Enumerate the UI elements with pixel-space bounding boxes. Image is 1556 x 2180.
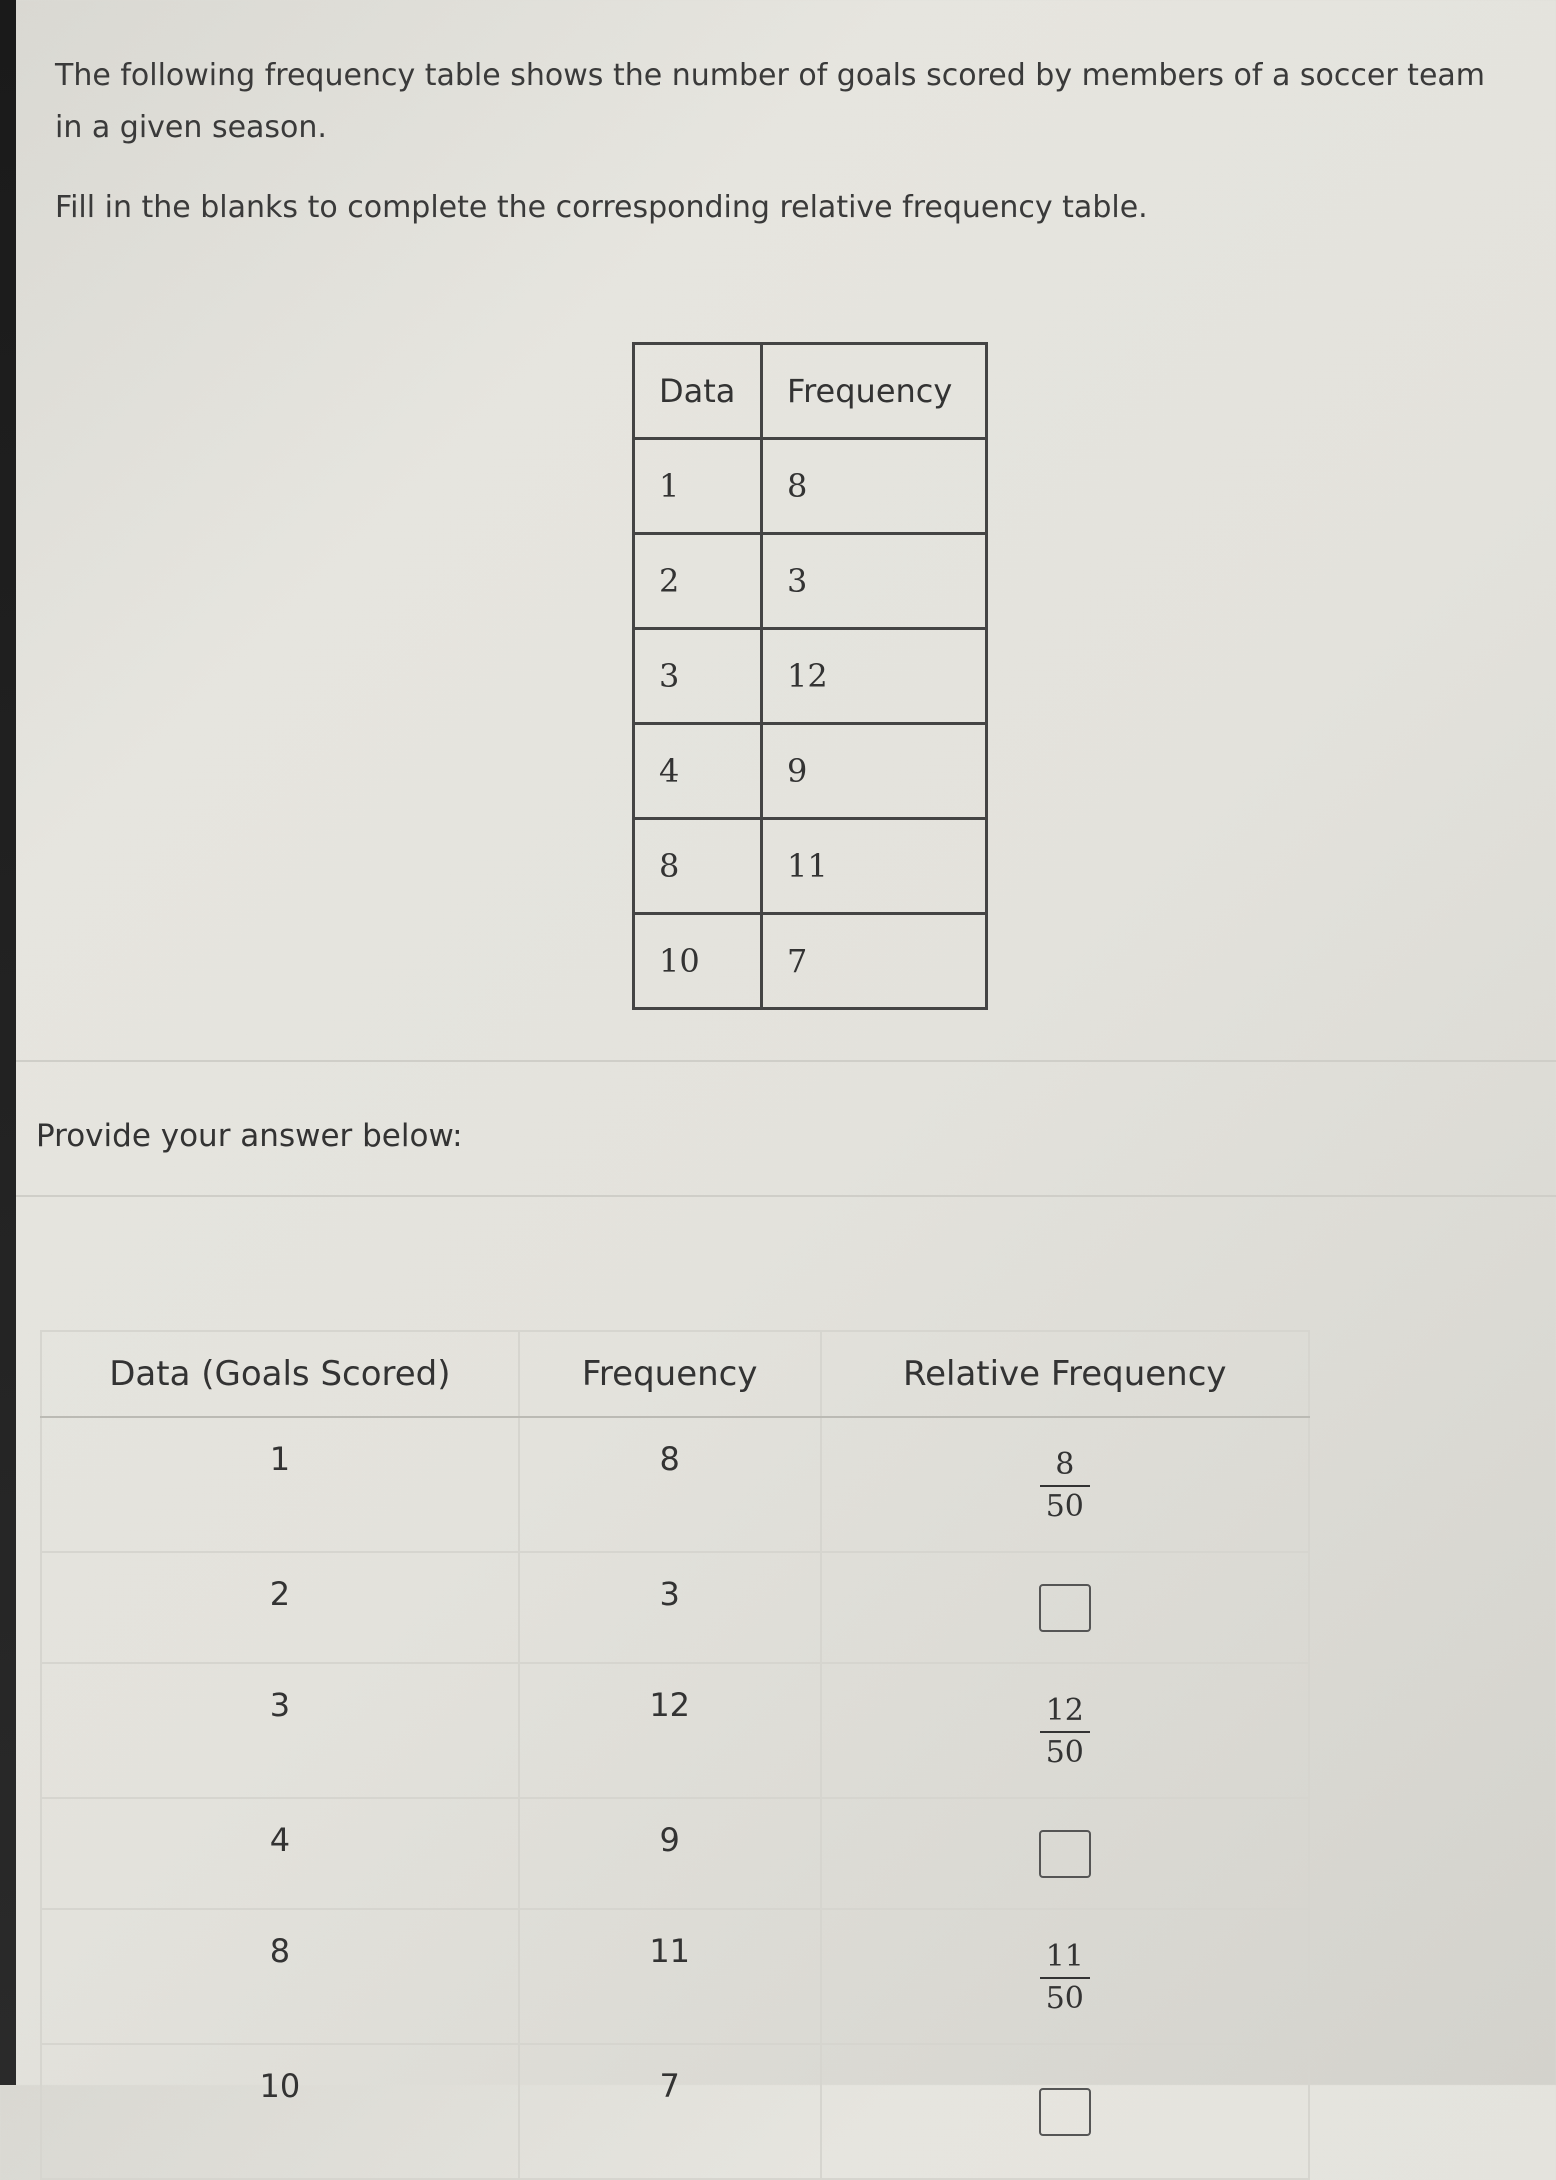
- fraction-bar: [1040, 1731, 1090, 1733]
- answer-table-header-row: [41, 1331, 1309, 1417]
- relative-frequency-cell: [821, 1417, 1309, 1552]
- table-row: [41, 1909, 1309, 2044]
- denominator: 50: [1045, 1735, 1084, 1770]
- header-frequency: Frequency: [762, 344, 987, 439]
- relative-frequency-table: [40, 1330, 1310, 2180]
- question-prompt: [55, 50, 1545, 234]
- relative-frequency-cell: [821, 1663, 1309, 1798]
- data-cell: 2: [634, 534, 762, 629]
- data-cell: 10: [41, 2044, 519, 2179]
- data-cell: 8: [634, 819, 762, 914]
- data-cell: 3: [634, 629, 762, 724]
- fraction: [1040, 1939, 1090, 2017]
- frequency-cell: 9: [762, 724, 987, 819]
- table-row: [41, 1798, 1309, 1909]
- header-frequency: Frequency: [519, 1331, 821, 1417]
- frequency-cell: 7: [762, 914, 987, 1009]
- table-row: [634, 534, 987, 629]
- fraction: [1040, 1447, 1090, 1525]
- prompt-line-2: in a given season.: [55, 110, 327, 145]
- answer-input-box[interactable]: [1039, 2088, 1091, 2136]
- relative-frequency-cell: [821, 1552, 1309, 1663]
- data-cell: 3: [41, 1663, 519, 1798]
- denominator: 50: [1045, 1981, 1084, 2016]
- section-divider: [16, 1195, 1556, 1197]
- header-data: Data: [634, 344, 762, 439]
- frequency-cell: 3: [519, 1552, 821, 1663]
- data-cell: 4: [634, 724, 762, 819]
- data-cell: 2: [41, 1552, 519, 1663]
- table-row: [634, 724, 987, 819]
- answer-input-box[interactable]: [1039, 1584, 1091, 1632]
- data-cell: 8: [41, 1909, 519, 2044]
- frequency-cell: 8: [762, 439, 987, 534]
- section-divider: [16, 1060, 1556, 1062]
- table-row: [634, 439, 987, 534]
- table-row: [41, 1663, 1309, 1798]
- fraction: [1040, 1693, 1090, 1771]
- header-data-goals: Data (Goals Scored): [41, 1331, 519, 1417]
- data-cell: 1: [41, 1417, 519, 1552]
- frequency-cell: 11: [519, 1909, 821, 2044]
- relative-frequency-cell: [821, 2044, 1309, 2179]
- table-row: [634, 914, 987, 1009]
- relative-frequency-cell: [821, 1909, 1309, 2044]
- denominator: 50: [1045, 1489, 1084, 1524]
- prompt-instruction: Fill in the blanks to complete the corresponding relative frequency table.: [55, 190, 1148, 225]
- data-cell: 4: [41, 1798, 519, 1909]
- prompt-line-1: The following frequency table shows the number of goals scored by members of a soccer team: [55, 58, 1486, 93]
- table-row: [634, 629, 987, 724]
- numerator: 8: [1055, 1447, 1075, 1482]
- frequency-cell: 9: [519, 1798, 821, 1909]
- relative-frequency-cell: [821, 1798, 1309, 1909]
- frequency-cell: 11: [762, 819, 987, 914]
- numerator: 11: [1045, 1939, 1084, 1974]
- fraction-bar: [1040, 1977, 1090, 1979]
- frequency-cell: 8: [519, 1417, 821, 1552]
- answer-prompt-label: Provide your answer below:: [36, 1118, 463, 1154]
- frequency-cell: 12: [519, 1663, 821, 1798]
- table-row: [41, 2044, 1309, 2179]
- frequency-table-header-row: [634, 344, 987, 439]
- table-row: [41, 1552, 1309, 1663]
- data-cell: 1: [634, 439, 762, 534]
- frequency-table: [632, 342, 988, 1010]
- data-cell: 10: [634, 914, 762, 1009]
- screen-left-edge: [0, 0, 16, 2085]
- numerator: 12: [1045, 1693, 1084, 1728]
- header-relative-frequency: Relative Frequency: [821, 1331, 1309, 1417]
- table-row: [634, 819, 987, 914]
- frequency-cell: 12: [762, 629, 987, 724]
- frequency-cell: 7: [519, 2044, 821, 2179]
- answer-input-box[interactable]: [1039, 1830, 1091, 1878]
- table-row: [41, 1417, 1309, 1552]
- fraction-bar: [1040, 1485, 1090, 1487]
- frequency-cell: 3: [762, 534, 987, 629]
